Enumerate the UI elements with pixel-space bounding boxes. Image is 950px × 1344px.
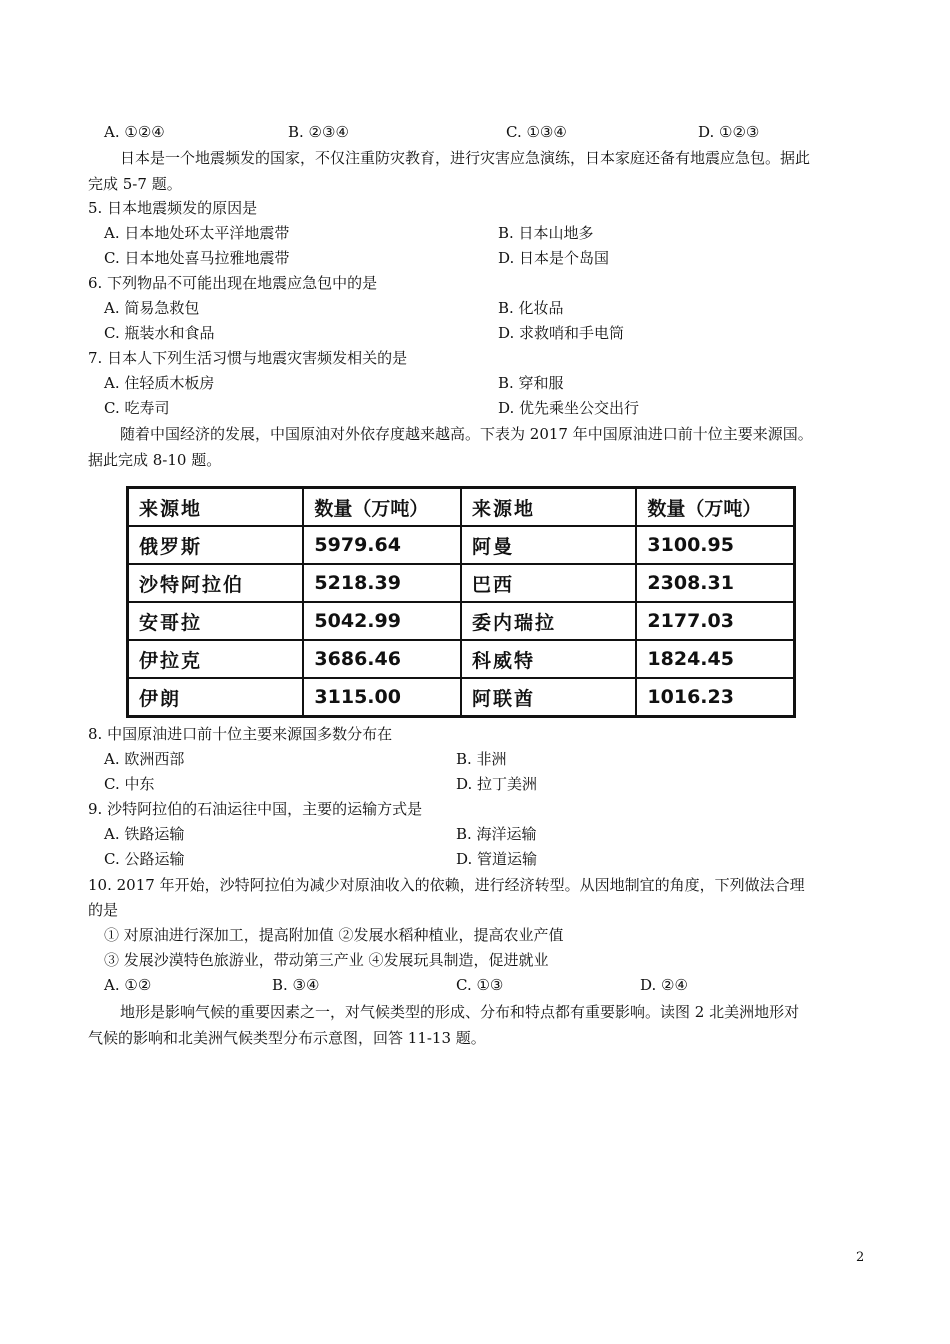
table-row (128, 640, 795, 678)
q6-option-c: C. 瓶装水和食品 (104, 324, 215, 342)
q9-stem: 9. 沙特阿拉伯的石油运往中国，主要的运输方式是 (88, 800, 423, 818)
q10-option-b: B. ③④ (272, 976, 320, 994)
table-cell: 5218.39 (303, 564, 461, 602)
table-cell: 阿联酋 (461, 678, 636, 717)
intro-5-7-line2: 完成 5-7 题。 (88, 175, 182, 193)
table-header-cell: 来源地 (461, 488, 636, 527)
table-cell: 3115.00 (303, 678, 461, 717)
table-cell: 伊拉克 (128, 640, 304, 678)
q10-stem-line2: 的是 (88, 901, 119, 919)
q7-option-b: B. 穿和服 (498, 374, 564, 392)
q9-option-c: C. 公路运输 (104, 850, 185, 868)
option-b: B. ②③④ (288, 123, 349, 141)
table-header-cell: 来源地 (128, 488, 304, 527)
q7-option-c: C. 吃寿司 (104, 399, 170, 417)
q6-option-d: D. 求救哨和手电筒 (498, 324, 625, 342)
q8-stem: 8. 中国原油进口前十位主要来源国多数分布在 (88, 725, 393, 743)
intro-5-7-line1: 日本是一个地震频发的国家，不仅注重防灾教育，进行灾害应急演练，日本家庭还备有地震应急包。据此 (120, 149, 811, 167)
q5-option-d: D. 日本是个岛国 (498, 249, 610, 267)
table-cell: 伊朗 (128, 678, 304, 717)
q8-option-b: B. 非洲 (456, 750, 507, 768)
table-cell: 1016.23 (636, 678, 794, 717)
q9-option-a: A. 铁路运输 (104, 825, 185, 843)
table-header-cell: 数量（万吨） (636, 488, 794, 527)
page-number: 2 (856, 1250, 865, 1265)
q9-option-d: D. 管道运输 (456, 850, 538, 868)
q7-option-a: A. 住轻质木板房 (104, 374, 215, 392)
q5-option-c: C. 日本地处喜马拉雅地震带 (104, 249, 290, 267)
oil-import-table (126, 486, 796, 718)
q8-option-c: C. 中东 (104, 775, 155, 793)
table-cell: 安哥拉 (128, 602, 304, 640)
q10-option-c: C. ①③ (456, 976, 504, 994)
q6-option-b: B. 化妆品 (498, 299, 564, 317)
q5-option-b: B. 日本山地多 (498, 224, 594, 242)
q6-option-a: A. 简易急救包 (104, 299, 200, 317)
table-row (128, 678, 795, 717)
table-cell: 科威特 (461, 640, 636, 678)
q6-stem: 6. 下列物品不可能出现在地震应急包中的是 (88, 274, 378, 292)
q5-stem: 5. 日本地震频发的原因是 (88, 199, 258, 217)
table-cell: 3686.46 (303, 640, 461, 678)
q10-option-d: D. ②④ (640, 976, 688, 994)
q9-option-b: B. 海洋运输 (456, 825, 537, 843)
table-row (128, 602, 795, 640)
intro-8-10-line1: 随着中国经济的发展，中国原油对外依存度越来越高。下表为 2017 年中国原油进口前十位主要来源国。 (120, 425, 813, 443)
q10-stem-line1: 10. 2017 年开始，沙特阿拉伯为减少对原油收入的依赖，进行经济转型。从因地制宜的角度，下列做法合理 (88, 876, 805, 894)
q8-option-a: A. 欧洲西部 (104, 750, 185, 768)
option-c: C. ①③④ (506, 123, 567, 141)
intro-8-10-line2: 据此完成 8-10 题。 (88, 451, 222, 469)
q8-option-d: D. 拉丁美洲 (456, 775, 538, 793)
table-header-cell: 数量（万吨） (303, 488, 461, 527)
q10-items-line2: ③ 发展沙漠特色旅游业，带动第三产业 ④发展玩具制造，促进就业 (104, 951, 549, 969)
table-cell: 3100.95 (636, 526, 794, 564)
table-header-row (128, 488, 795, 527)
table-cell: 巴西 (461, 564, 636, 602)
q5-option-a: A. 日本地处环太平洋地震带 (104, 224, 290, 242)
table-cell: 2177.03 (636, 602, 794, 640)
table-cell: 委内瑞拉 (461, 602, 636, 640)
intro-11-13-line1: 地形是影响气候的重要因素之一，对气候类型的形成、分布和特点都有重要影响。读图 2 北美洲地形对 (120, 1003, 800, 1021)
table-cell: 1824.45 (636, 640, 794, 678)
option-a: A. ①②④ (104, 123, 165, 141)
table-cell: 5979.64 (303, 526, 461, 564)
table-cell: 5042.99 (303, 602, 461, 640)
table-cell: 俄罗斯 (128, 526, 304, 564)
q7-option-d: D. 优先乘坐公交出行 (498, 399, 640, 417)
q10-items-line1: ① 对原油进行深加工，提高附加值 ②发展水稻种植业，提高农业产值 (104, 926, 564, 944)
intro-11-13-line2: 气候的影响和北美洲气候类型分布示意图，回答 11-13 题。 (88, 1029, 486, 1047)
table-row (128, 564, 795, 602)
q10-option-a: A. ①② (104, 976, 152, 994)
option-d: D. ①②③ (698, 123, 760, 141)
table-cell: 阿曼 (461, 526, 636, 564)
q7-stem: 7. 日本人下列生活习惯与地震灾害频发相关的是 (88, 349, 408, 367)
table-row (128, 526, 795, 564)
table-cell: 2308.31 (636, 564, 794, 602)
table-cell: 沙特阿拉伯 (128, 564, 304, 602)
